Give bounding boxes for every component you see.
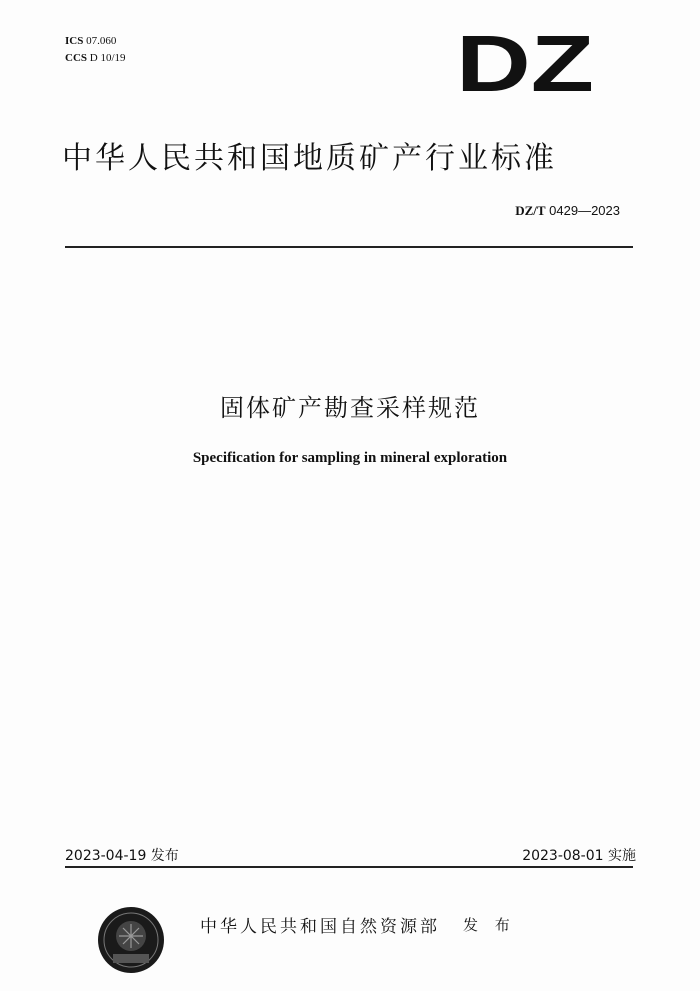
standard-code-prefix: DZ/T	[515, 203, 546, 218]
standard-code-number: 0429—2023	[549, 203, 620, 218]
top-divider	[65, 246, 633, 248]
seal-stamp-icon	[97, 906, 165, 974]
ics-label: ICS	[65, 35, 84, 47]
ccs-line	[65, 50, 126, 67]
standard-code	[515, 203, 620, 219]
ccs-code: D 10/19	[89, 52, 126, 64]
dz-logo-text: DZ	[456, 27, 594, 95]
bottom-divider	[65, 866, 633, 868]
issuing-authority: 中华人民共和国自然资源部	[200, 917, 440, 937]
document-title-zh: 固体矿产勘查采样规范	[220, 394, 480, 422]
dz-logo	[455, 27, 595, 95]
ics-code: 07.060	[86, 35, 117, 47]
publish-date: 2023-04-19 发布	[65, 848, 179, 864]
issue-label: 发 布	[463, 916, 516, 934]
classification-codes	[65, 33, 126, 67]
document-title-en: Specification for sampling in mineral exploration	[192, 450, 508, 466]
ccs-label: CCS	[65, 52, 88, 64]
standard-category: 中华人民共和国地质矿产行业标准	[62, 141, 557, 176]
ics-line	[65, 33, 126, 50]
implement-date: 2023-08-01 实施	[522, 848, 636, 864]
